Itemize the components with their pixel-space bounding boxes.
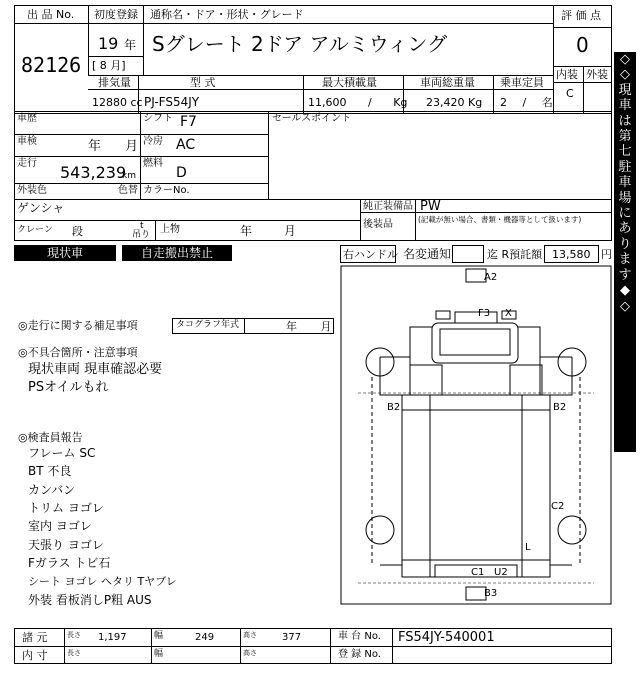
deck-label: 上物: [160, 224, 180, 235]
mileage-value: 543,239: [60, 163, 127, 182]
mileage-label: 走行: [17, 158, 37, 169]
deposit-unit: 円: [601, 248, 612, 261]
grade-label: 評 価 点: [561, 9, 601, 22]
banner-char: ◆: [620, 283, 630, 299]
displacement-value: 12880 cc: [92, 96, 143, 109]
aftermarket-note: (記載が無い場合、書類・機器等として扱います): [418, 215, 582, 224]
banner-char: ま: [618, 252, 632, 268]
shift-value: F7: [180, 114, 197, 130]
width-value: 249: [195, 632, 215, 643]
inspector-line: トリム ヨゴレ: [28, 501, 104, 515]
damage-label: A2: [484, 272, 498, 283]
tachograph-label: タコグラフ年式: [176, 320, 240, 330]
displacement-label: 排気量: [98, 76, 131, 89]
fuel-value: D: [176, 165, 187, 181]
sales-point-label: セールスポイント: [272, 113, 352, 124]
deposit-value: 13,580: [552, 248, 591, 261]
banner-char: 車: [618, 98, 632, 114]
height-label: 高さ: [243, 631, 257, 639]
equipment-label: 純正装備品: [363, 201, 413, 212]
location-banner: [614, 52, 636, 452]
damage-label: F3: [478, 308, 491, 319]
inspector-title: ◎検査員報告: [18, 431, 83, 444]
driving-title: ◎走行に関する補足事項: [18, 319, 138, 332]
inspector-line: フレーム SC: [28, 446, 96, 460]
damage-label: B3: [484, 588, 498, 599]
inspector-line: 天張り ヨゴレ: [28, 538, 104, 552]
inspection-label: 車検: [17, 136, 37, 147]
chassis-label: 車 台 No.: [338, 631, 381, 642]
ac-label: 冷房: [143, 136, 163, 147]
damage-label: B2: [387, 402, 401, 413]
banner-char: 七: [618, 144, 632, 160]
width-label: 幅: [154, 631, 164, 641]
interior-grade: C: [566, 87, 574, 100]
reg-year-unit: 年: [124, 38, 137, 52]
name-change-box: [452, 245, 484, 263]
banner-char: は: [618, 113, 632, 129]
banner-char: 駐: [618, 159, 632, 175]
history-label: 車歴: [17, 113, 37, 124]
length-value: 1,197: [98, 632, 127, 643]
damage-label: L: [525, 542, 531, 553]
inspector-line: 室内 ヨゴレ: [28, 519, 92, 533]
crane-stage: 段: [72, 225, 83, 238]
banner-char: す: [618, 267, 632, 283]
gross-weight-value: 23,420 Kg: [426, 96, 483, 109]
name-change-label: 名変通知: [403, 247, 452, 261]
inspector-line: 外装 看板消しP粗 AUS: [28, 593, 152, 607]
banner-char: 現: [618, 82, 632, 98]
inspection-value: 年 月: [88, 139, 139, 154]
banner-char: あ: [618, 221, 632, 237]
model-label: 通称名・ドア・形状・グレード: [150, 8, 304, 21]
height-label: 高さ: [243, 649, 257, 657]
banner-char: に: [618, 206, 632, 222]
color-change-label: 色替: [118, 185, 138, 196]
banner-char: ◇: [620, 298, 630, 314]
inspector-line: カンバン: [28, 483, 76, 497]
banner-char: り: [618, 236, 632, 252]
vehicle-name: Sグレート 2ドア アルミウィング: [152, 32, 448, 56]
banner-char: ◇: [620, 52, 630, 67]
reg-month: [ 8 月]: [92, 59, 126, 72]
crane-hang: 吊り: [132, 230, 151, 240]
ac-value: AC: [176, 137, 196, 153]
current-state-badge: 現状車: [14, 245, 116, 261]
defects-title: ◎不具合箇所・注意事項: [18, 346, 138, 359]
damage-label: C1: [471, 567, 485, 578]
max-load-value: 11,600 / Kg: [308, 96, 408, 109]
inner-dims-row-label: 内 寸: [22, 649, 48, 662]
grade-value: 0: [576, 33, 589, 57]
width-label: 幅: [154, 649, 164, 659]
banner-char: 場: [618, 190, 632, 206]
equipment-value: PW: [420, 199, 441, 214]
length-label: 長さ: [67, 631, 81, 639]
capacity-value: 2 / 名: [500, 96, 553, 109]
crane-ton: t: [140, 221, 144, 231]
mileage-unit: km: [122, 171, 136, 181]
chassis-value: FS54JY-540001: [398, 630, 495, 645]
damage-label: B2: [553, 402, 567, 413]
damage-label: X: [505, 308, 512, 319]
defect-line: PSオイルもれ: [28, 380, 109, 395]
exterior-label: 外装: [586, 68, 608, 81]
first-reg-label: 初度登録: [94, 8, 138, 21]
shift-label: シフト: [143, 113, 173, 124]
color-label: 外装色: [17, 185, 47, 196]
lot-number: 82126: [21, 53, 82, 77]
reg-year: 19: [98, 34, 119, 53]
truck-diagram: [340, 265, 612, 605]
inspector-line: BT 不良: [28, 464, 72, 478]
model-code-label: 型 式: [190, 76, 216, 89]
interior-label: 内装: [556, 68, 578, 81]
inspector-line: Fガラス トビ石: [28, 556, 111, 570]
banner-char: ◇: [620, 67, 630, 83]
max-load-label: 最大積載量: [322, 76, 377, 89]
steering-value: 右ハンドル: [343, 248, 398, 261]
specs-row-label: 諸 元: [22, 631, 48, 644]
banner-char: 車: [618, 175, 632, 191]
damage-label: C2: [551, 501, 565, 512]
reg-number-label: 登 録 No.: [338, 649, 381, 660]
crane-label: クレーン: [17, 225, 53, 235]
self-drive-badge: 自走搬出禁止: [122, 245, 232, 261]
tachograph-value: 年 月: [286, 320, 332, 333]
color-value: ゲンシャ: [17, 201, 65, 215]
height-value: 377: [282, 632, 302, 643]
length-label: 長さ: [67, 649, 81, 657]
aftermarket-label: 後装品: [363, 219, 393, 230]
defect-line: 現状車両 現車確認必要: [28, 362, 163, 377]
damage-label: U2: [494, 567, 508, 578]
inspector-line: シート ヨゴレ ヘタリ Tヤブレ: [28, 575, 177, 588]
banner-char: 第: [618, 129, 632, 145]
fuel-label: 燃料: [143, 158, 163, 169]
deck-value: 年 月: [240, 224, 296, 238]
color-no-label: カラーNo.: [143, 185, 190, 196]
capacity-label: 乗車定員: [500, 76, 544, 89]
model-code-value: PJ-FS54JY: [144, 95, 200, 109]
deposit-label: 迄 R預託額: [487, 248, 543, 261]
lot-label: 出 品 No.: [27, 8, 75, 21]
gross-weight-label: 車両総重量: [420, 76, 475, 89]
